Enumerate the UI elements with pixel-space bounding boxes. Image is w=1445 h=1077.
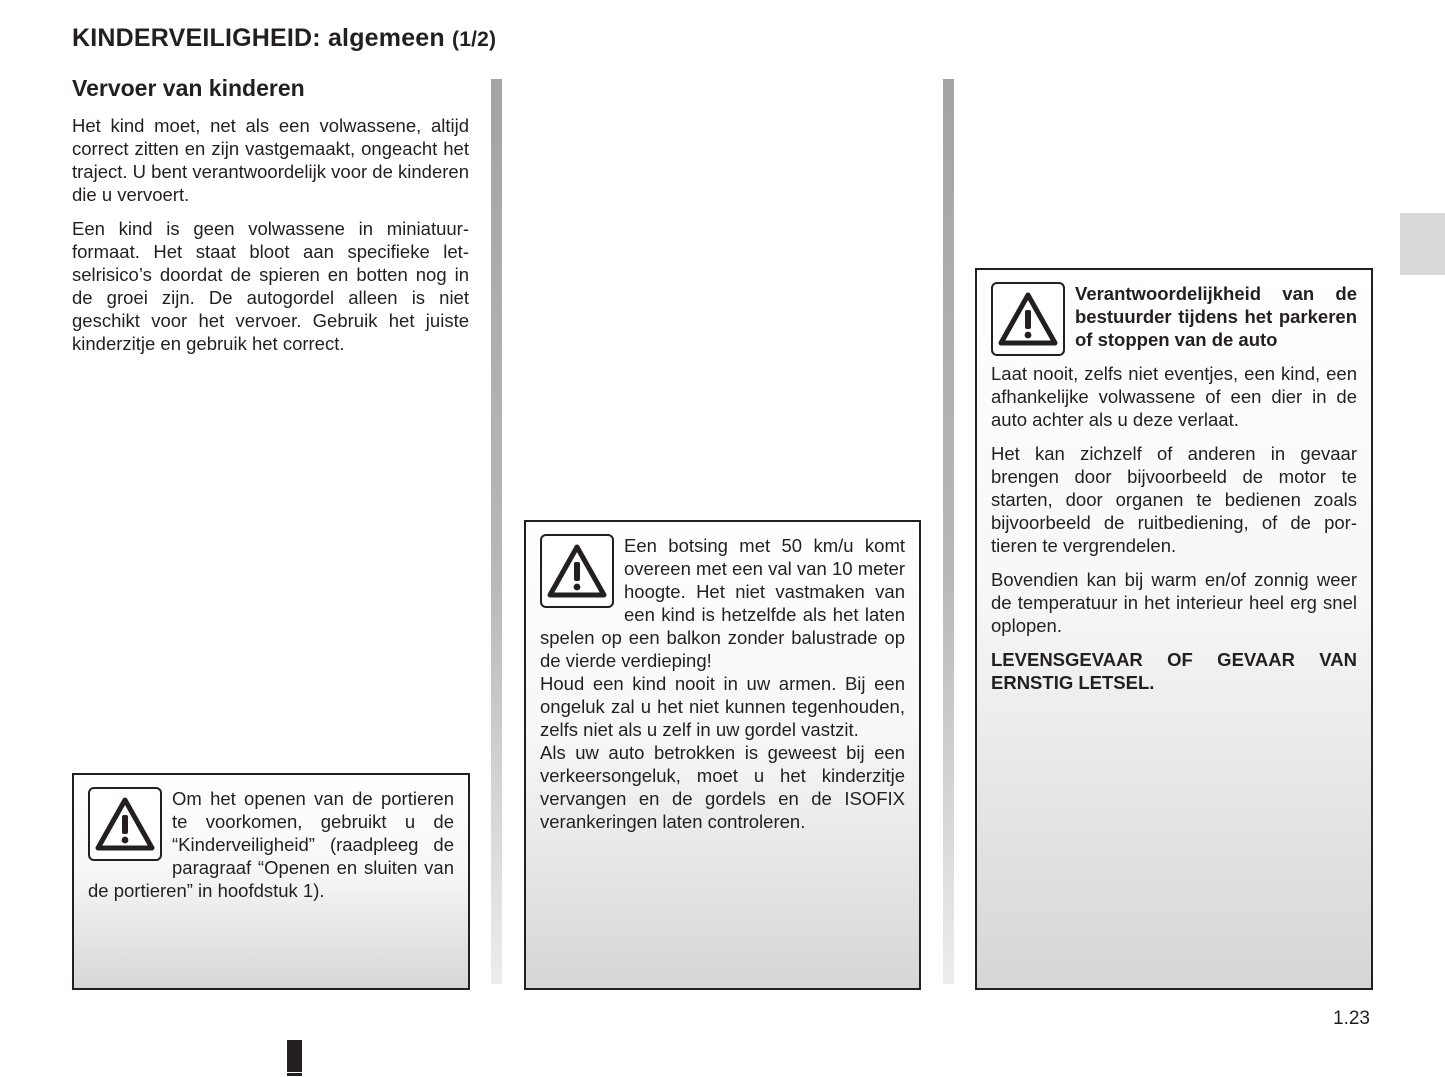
warning-box-collision	[524, 520, 921, 990]
column-separator-1	[491, 79, 502, 984]
warning-driver-paragraph-2: Het kan zichzelf of anderen in gevaar brengen door bijvoorbeeld de motor te starten, door organen te bedienen zoals bijvoorbeeld de ruitbediening, of de portieren te vergrendelen.	[991, 443, 1357, 556]
warning-collision-paragraph-3: Als uw auto betrokken is geweest bij een verkeersongeluk, moet u het kinderzitje vervangen en de gordels en de ISOFIX verankeringen laten controleren.	[540, 742, 905, 832]
left-paragraph-2: Een kind is geen volwassene in miniatuurformaat. Het staat bloot aan specifieke letselrisico’s doordat de spieren en botten nog in de groei zijn. De autogordel alleen is niet geschikt voor het vervoer. Gebruik het juiste kinderzitje en gebruik het correct.	[72, 218, 469, 354]
page-number: 1.23	[1333, 1008, 1370, 1029]
print-mark-line	[287, 1073, 302, 1076]
page-title-text: KINDERVEILIGHEID: algemeen	[72, 24, 445, 52]
print-mark	[287, 1040, 302, 1072]
warning-collision-paragraph-2: Houd een kind nooit in uw armen. Bij een ongeluk zal u het niet kunnen tegenhouden, zelfs niet als u zelf in uw gordel vastzit.	[540, 673, 905, 740]
warning-driver-heading: Verantwoordelijkheid van de bestuurder tijdens het parkeren of stoppen van de auto	[1075, 283, 1357, 350]
warning-doors-text: Om het openen van de portieren te voorkomen, gebruikt u de “Kinderveiligheid” (raadpleeg de paragraaf “Openen en sluiten van de portieren” in hoofdstuk 1).	[88, 788, 454, 901]
warning-collision-paragraph-1: Een botsing met 50 km/u komt overeen met een val van 10 meter hoogte. Het niet vastmaken van een kind is hetzelfde als het laten spelen op een balkon zonder balustrade op de vierde verdieping!	[540, 535, 905, 671]
warning-triangle-icon	[991, 282, 1065, 356]
left-paragraph-1: Het kind moet, net als een volwassene, altijd correct zitten en zijn vastgemaakt, ongeacht het traject. U bent verantwoordelijk voor de kinderen die u vervoert.	[72, 115, 469, 205]
warning-triangle-icon	[88, 787, 162, 861]
chapter-tab	[1400, 213, 1445, 275]
warning-box-doors	[72, 773, 470, 990]
section-heading: Vervoer van kinderen	[72, 75, 305, 101]
left-column	[72, 114, 469, 366]
page-title-part: (1/2)	[452, 28, 497, 51]
warning-driver-paragraph-4: LEVENSGEVAAR OF GEVAAR VAN ERNSTIG LETSEL.	[991, 649, 1357, 693]
column-separator-2	[943, 79, 954, 984]
warning-triangle-icon	[540, 534, 614, 608]
warning-box-driver-responsibility	[975, 268, 1373, 990]
warning-driver-paragraph-3: Bovendien kan bij warm en/of zonnig weer de temperatuur in het interieur heel erg snel oplopen.	[991, 569, 1357, 636]
page-title	[72, 24, 496, 53]
warning-driver-paragraph-1: Laat nooit, zelfs niet eventjes, een kind, een afhankelijke volwassene of een dier in de auto achter als u deze verlaat.	[991, 363, 1357, 430]
